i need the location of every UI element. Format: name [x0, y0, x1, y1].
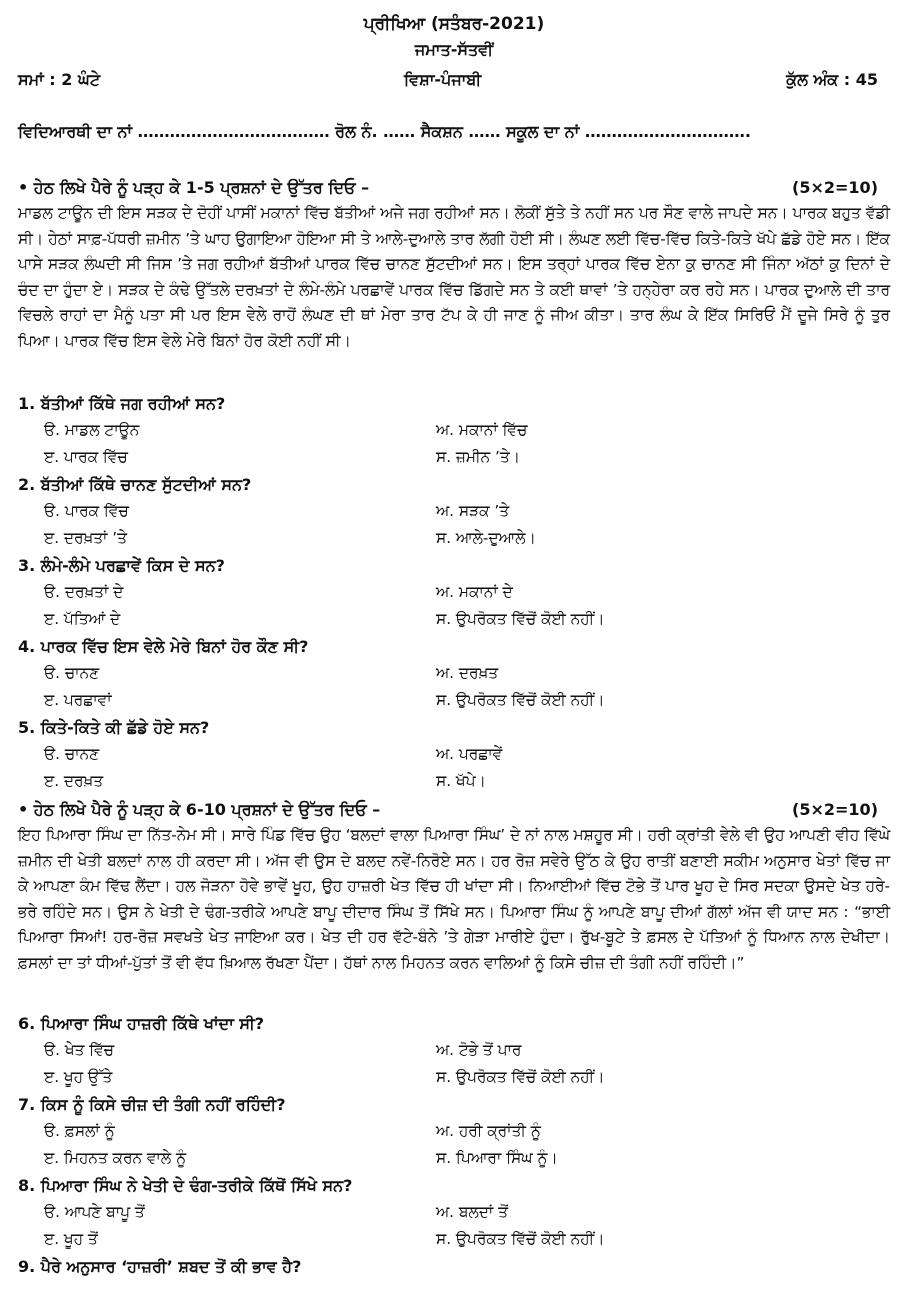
question-8-option-c: ੲ. ਖੂਹ ਤੋਂ	[44, 1230, 98, 1248]
student-info-line: ਵਿਦਿਆਰਥੀ ਦਾ ਨਾਂ ……………………………… ਰੋਲ ਨੰ. …… ਸੈਕਸ਼ਨ …… ਸਕੂਲ ਦਾ ਨਾਂ ………………………….	[18, 122, 751, 141]
total-marks-label: ਕੁੱਲ ਅੰਕ : 45	[786, 70, 878, 89]
question-7-option-b: ਅ. ਹਰੀ ਕ੍ਰਾਂਤੀ ਨੂੰ	[436, 1122, 541, 1140]
question-7: 7. ਕਿਸ ਨੂੰ ਕਿਸੇ ਚੀਜ਼ ਦੀ ਤੰਗੀ ਨਹੀਂ ਰਹਿੰਦੀ?	[18, 1095, 286, 1114]
question-1: 1. ਬੱਤੀਆਂ ਕਿੱਥੇ ਜਗ ਰਹੀਆਂ ਸਨ?	[18, 394, 226, 413]
exam-title: ਪ੍ਰੀਖਿਆ (ਸਤੰਬਰ-2021)	[363, 14, 545, 34]
passage-2: ਇਹ ਪਿਆਰਾ ਸਿੰਘ ਦਾ ਨਿੱਤ-ਨੇਮ ਸੀ। ਸਾਰੇ ਪਿੰਡ ਵਿੱਚ ਉਹ ‘ਬਲਦਾਂ ਵਾਲਾ ਪਿਆਰਾ ਸਿੰਘ’ ਦੇ ਨਾਂ ਨਾਲ ਮਸ਼ਹੂਰ ਸੀ। ਹਰੀ ਕ੍ਰਾਂਤੀ ਵੇਲੇ ਵੀ ਉਹ ਆਪਣੀ ਵੀਹ ਵਿੱਘੇ ਜ਼ਮੀਨ ਦੀ ਖੇਤੀ ਬਲਦਾਂ ਨਾਲ ਹੀ ਕਰਦਾ ਸੀ। ਅੱਜ ਵੀ ਉਸ ਦੇ ਬਲਦ ਨਵੇਂ-ਨਿਰੋਏ ਸਨ। ਹਰ ਰੋਜ਼ ਸਵੇਰੇ ਉੱਠ ਕੇ ਉਹ ਰਾਤੀਂ ਬਣਾਈ ਸਕੀਮ ਅਨੁਸਾਰ ਖੇਤਾਂ ਵਿੱਚ ਜਾ ਕੇ ਆਪਣਾ ਕੰਮ ਵਿੱਢ ਲੈਂਦਾ। ਹਲ ਜੋੜਨਾ ਹੋਵੇ ਭਾਵੇਂ ਖੂਹ, ਉਹ ਹਾਜ਼ਰੀ ਖੇਤ ਵਿੱਚ ਹੀ ਖਾਂਦਾ ਸੀ। ਨਿਆਈਆਂ ਵਿੱਚ ਟੋਭੇ ਤੋਂ ਪਾਰ ਖੂਹ ਦੇ ਸਿਰ ਸਦਕਾ ਉਸਦੇ ਖੇਤ ਹਰੇ-ਭਰੇ ਰਹਿੰਦੇ ਸਨ। ਉਸ ਨੇ ਖੇਤੀ ਦੇ ਢੰਗ-ਤਰੀਕੇ ਆਪਣੇ ਬਾਪੂ ਦੀਦਾਰ ਸਿੰਘ ਤੋਂ ਸਿੱਖੇ ਸਨ। ਪਿਆਰਾ ਸਿੰਘ ਨੂੰ ਆਪਣੇ ਬਾਪੂ ਦੀਆਂ ਗੱਲਾਂ ਅੱਜ ਵੀ ਯਾਦ ਸਨ : “ਭਾਈ ਪਿਆਰਾ ਸਿਆਂ! ਹਰ-ਰੋਜ਼ ਸਵਖਤੇ ਖੇਤ ਜਾਇਆ ਕਰ। ਖੇਤ ਦੀ ਹਰ ਵੱਟੇ-ਬੰਨੇ ’ਤੇ ਗੇੜਾ ਮਾਰੀਏ ਹੁੰਦਾ। ਰੁੱਖ-ਬੂਟੇ ਤੇ ਫ਼ਸਲ ਦੇ ਪੱਤਿਆਂ ਨੂੰ ਧਿਆਨ ਨਾਲ ਦੇਖੀਦਾ। ਫ਼ਸਲਾਂ ਦਾ ਤਾਂ ਧੀਆਂ-ਪੁੱਤਾਂ ਤੋਂ ਵੀ ਵੱਧ ਖ਼ਿਆਲ ਰੱਖਣਾ ਪੈਂਦਾ। ਹੱਥਾਂ ਨਾਲ ਮਿਹਨਤ ਕਰਨ ਵਾਲਿਆਂ ਨੂੰ ਕਿਸੇ ਚੀਜ਼ ਦੀ ਤੰਗੀ ਨਹੀਂ ਰਹਿੰਦੀ।”	[18, 826, 890, 972]
question-2-option-d: ਸ. ਆਲੇ-ਦੁਆਲੇ।	[436, 529, 536, 547]
question-4-option-b: ਅ. ਦਰਖ਼ਤ	[436, 664, 499, 682]
question-2-option-a: ੳ. ਪਾਰਕ ਵਿੱਚ	[44, 502, 129, 520]
question-9: 9. ਪੈਰੇ ਅਨੁਸਾਰ ‘ਹਾਜ਼ਰੀ’ ਸ਼ਬਦ ਤੋਂ ਕੀ ਭਾਵ ਹੈ?	[18, 1257, 302, 1276]
time-label: ਸਮਾਂ : 2 ਘੰਟੇ	[18, 70, 101, 89]
question-6: 6. ਪਿਆਰਾ ਸਿੰਘ ਹਾਜ਼ਰੀ ਕਿੱਥੇ ਖਾਂਦਾ ਸੀ?	[18, 1014, 265, 1033]
question-2-option-b: ਅ. ਸੜਕ ’ਤੇ	[436, 502, 510, 520]
question-5: 5. ਕਿਤੇ-ਕਿਤੇ ਕੀ ਛੱਡੇ ਹੋਏ ਸਨ?	[18, 718, 210, 737]
question-4-option-d: ਸ. ਉਪਰੋਕਤ ਵਿੱਚੋਂ ਕੋਈ ਨਹੀਂ।	[436, 691, 605, 709]
question-6-option-b: ਅ. ਟੋਭੇ ਤੋਂ ਪਾਰ	[436, 1041, 522, 1059]
question-8-option-a: ੳ. ਆਪਣੇ ਬਾਪੂ ਤੋਂ	[44, 1203, 145, 1221]
section-2-instruction: • ਹੇਠ ਲਿਖੇ ਪੈਰੇ ਨੂੰ ਪੜ੍ਹ ਕੇ 6-10 ਪ੍ਰਸ਼ਨਾਂ ਦੇ ਉੱਤਰ ਦਿਓ –	[18, 800, 381, 819]
question-7-option-a: ੳ. ਫ਼ਸਲਾਂ ਨੂੰ	[44, 1122, 115, 1140]
question-4-option-a: ੳ. ਚਾਨਣ	[44, 664, 100, 682]
question-1-option-c: ੲ. ਪਾਰਕ ਵਿੱਚ	[44, 448, 128, 466]
question-3-option-a: ੳ. ਦਰਖ਼ਤਾਂ ਦੇ	[44, 583, 124, 601]
question-5-option-a: ੳ. ਚਾਨਣ	[44, 745, 100, 763]
section-1-instruction: • ਹੇਠ ਲਿਖੇ ਪੈਰੇ ਨੂੰ ਪੜ੍ਹ ਕੇ 1-5 ਪ੍ਰਸ਼ਨਾਂ ਦੇ ਉੱਤਰ ਦਿਓ –	[18, 178, 370, 197]
class-label: ਜਮਾਤ-ਸੱਤਵੀਂ	[414, 40, 494, 59]
question-8-option-d: ਸ. ਉਪਰੋਕਤ ਵਿੱਚੋਂ ਕੋਈ ਨਹੀਂ।	[436, 1230, 605, 1248]
question-7-option-c: ੲ. ਮਿਹਨਤ ਕਰਨ ਵਾਲੇ ਨੂੰ	[44, 1149, 186, 1167]
question-8: 8. ਪਿਆਰਾ ਸਿੰਘ ਨੇ ਖੇਤੀ ਦੇ ਢੰਗ-ਤਰੀਕੇ ਕਿੱਥੋਂ ਸਿੱਖੇ ਸਨ?	[18, 1176, 353, 1195]
section-2-marks: (5×2=10)	[792, 800, 878, 819]
question-7-option-d: ਸ. ਪਿਆਰਾ ਸਿੰਘ ਨੂੰ।	[436, 1149, 558, 1167]
question-4-option-c: ੲ. ਪਰਛਾਵਾਂ	[44, 691, 112, 709]
passage-1: ਮਾਡਲ ਟਾਊਨ ਦੀ ਇਸ ਸੜਕ ਦੇ ਦੋਹੀਂ ਪਾਸੀਂ ਮਕਾਨਾਂ ਵਿੱਚ ਬੱਤੀਆਂ ਅਜੇ ਜਗ ਰਹੀਆਂ ਸਨ। ਲੋਕੀਂ ਸੁੱਤੇ ਤੇ ਨਹੀਂ ਸਨ ਪਰ ਸੌਣ ਵਾਲੇ ਜਾਪਦੇ ਸਨ। ਪਾਰਕ ਬਹੁਤ ਵੱਡੀ ਸੀ। ਹੇਠਾਂ ਸਾਫ਼-ਪੱਧਰੀ ਜ਼ਮੀਨ ’ਤੇ ਘਾਹ ਉਗਾਇਆ ਹੋਇਆ ਸੀ ਤੇ ਆਲੇ-ਦੁਆਲੇ ਤਾਰ ਲੱਗੀ ਹੋਈ ਸੀ। ਲੰਘਣ ਲਈ ਵਿੱਚ-ਵਿੱਚ ਕਿਤੇ-ਕਿਤੇ ਖੱਪੇ ਛੱਡੇ ਹੋਏ ਸਨ। ਇੱਕ ਪਾਸੇ ਸੜਕ ਲੰਘਦੀ ਸੀ ਜਿਸ ’ਤੇ ਜਗ ਰਹੀਆਂ ਬੱਤੀਆਂ ਪਾਰਕ ਵਿੱਚ ਚਾਨਣ ਸੁੱਟਦੀਆਂ ਸਨ। ਇਸ ਤਰ੍ਹਾਂ ਪਾਰਕ ਵਿੱਚ ਏਨਾ ਕੁ ਚਾਨਣ ਸੀ ਜਿੰਨਾ ਅੱਠਾਂ ਕੁ ਦਿਨਾਂ ਦੇ ਚੰਦ ਦਾ ਹੁੰਦਾ ਏ। ਸੜਕ ਦੇ ਕੰਢੇ ਉੱਤਲੇ ਦਰਖ਼ਤਾਂ ਦੇ ਲੰਮੇ-ਲੰਮੇ ਪਰਛਾਵੇਂ ਪਾਰਕ ਵਿੱਚ ਡਿੱਗਦੇ ਸਨ ਤੇ ਕਈ ਥਾਵਾਂ ’ਤੇ ਹਨ੍ਹੇਰਾ ਕਰ ਰਹੇ ਸਨ। ਪਾਰਕ ਦੁਆਲੇ ਦੀ ਤਾਰ ਵਿਚਲੇ ਰਾਹਾਂ ਦਾ ਮੈਨੂੰ ਪਤਾ ਸੀ ਪਰ ਇਸ ਵੇਲੇ ਰਾਹੋਂ ਲੰਘਣ ਦੀ ਥਾਂ ਮੇਰਾ ਤਾਰ ਟੱਪ ਕੇ ਹੀ ਜਾਣ ਨੂੰ ਜੀਅ ਕੀਤਾ। ਤਾਰ ਲੰਘ ਕੇ ਇੱਕ ਸਿਰਿਓਂ ਮੈਂ ਦੂਜੇ ਸਿਰੇ ਨੂੰ ਤੁਰ ਪਿਆ। ਪਾਰਕ ਵਿੱਚ ਇਸ ਵੇਲੇ ਮੇਰੇ ਬਿਨਾਂ ਹੋਰ ਕੋਈ ਨਹੀਂ ਸੀ।	[18, 204, 890, 350]
question-3-option-d: ਸ. ਉਪਰੋਕਤ ਵਿੱਚੋਂ ਕੋਈ ਨਹੀਂ।	[436, 610, 605, 628]
question-2: 2. ਬੱਤੀਆਂ ਕਿੱਥੇ ਚਾਨਣ ਸੁੱਟਦੀਆਂ ਸਨ?	[18, 475, 252, 494]
question-2-option-c: ੲ. ਦਰਖ਼ਤਾਂ ’ਤੇ	[44, 529, 127, 547]
question-6-option-c: ੲ. ਖੂਹ ਉੱਤੇ	[44, 1068, 113, 1086]
question-1-option-a: ੳ. ਮਾਡਲ ਟਾਊਨ	[44, 421, 140, 439]
question-6-option-d: ਸ. ਉਪਰੋਕਤ ਵਿੱਚੋਂ ਕੋਈ ਨਹੀਂ।	[436, 1068, 605, 1086]
question-5-option-d: ਸ. ਖੱਪੇ।	[436, 772, 486, 790]
question-4: 4. ਪਾਰਕ ਵਿੱਚ ਇਸ ਵੇਲੇ ਮੇਰੇ ਬਿਨਾਂ ਹੋਰ ਕੌਣ ਸੀ?	[18, 637, 309, 656]
subject-label: ਵਿਸ਼ਾ-ਪੰਜਾਬੀ	[404, 70, 482, 89]
question-5-option-b: ਅ. ਪਰਛਾਵੇਂ	[436, 745, 503, 763]
question-8-option-b: ਅ. ਬਲਦਾਂ ਤੋਂ	[436, 1203, 508, 1221]
question-3-option-c: ੲ. ਪੱਤਿਆਂ ਦੇ	[44, 610, 121, 628]
question-6-option-a: ੳ. ਖੇਤ ਵਿੱਚ	[44, 1041, 114, 1059]
question-1-option-b: ਅ. ਮਕਾਨਾਂ ਵਿੱਚ	[436, 421, 528, 439]
question-3-option-b: ਅ. ਮਕਾਨਾਂ ਦੇ	[436, 583, 513, 601]
question-3: 3. ਲੰਮੇ-ਲੰਮੇ ਪਰਛਾਵੇਂ ਕਿਸ ਦੇ ਸਨ?	[18, 556, 225, 575]
section-1-marks: (5×2=10)	[792, 178, 878, 197]
question-1-option-d: ਸ. ਜ਼ਮੀਨ ’ਤੇ।	[436, 448, 520, 466]
question-5-option-c: ੲ. ਦਰਖ਼ਤ	[44, 772, 104, 790]
